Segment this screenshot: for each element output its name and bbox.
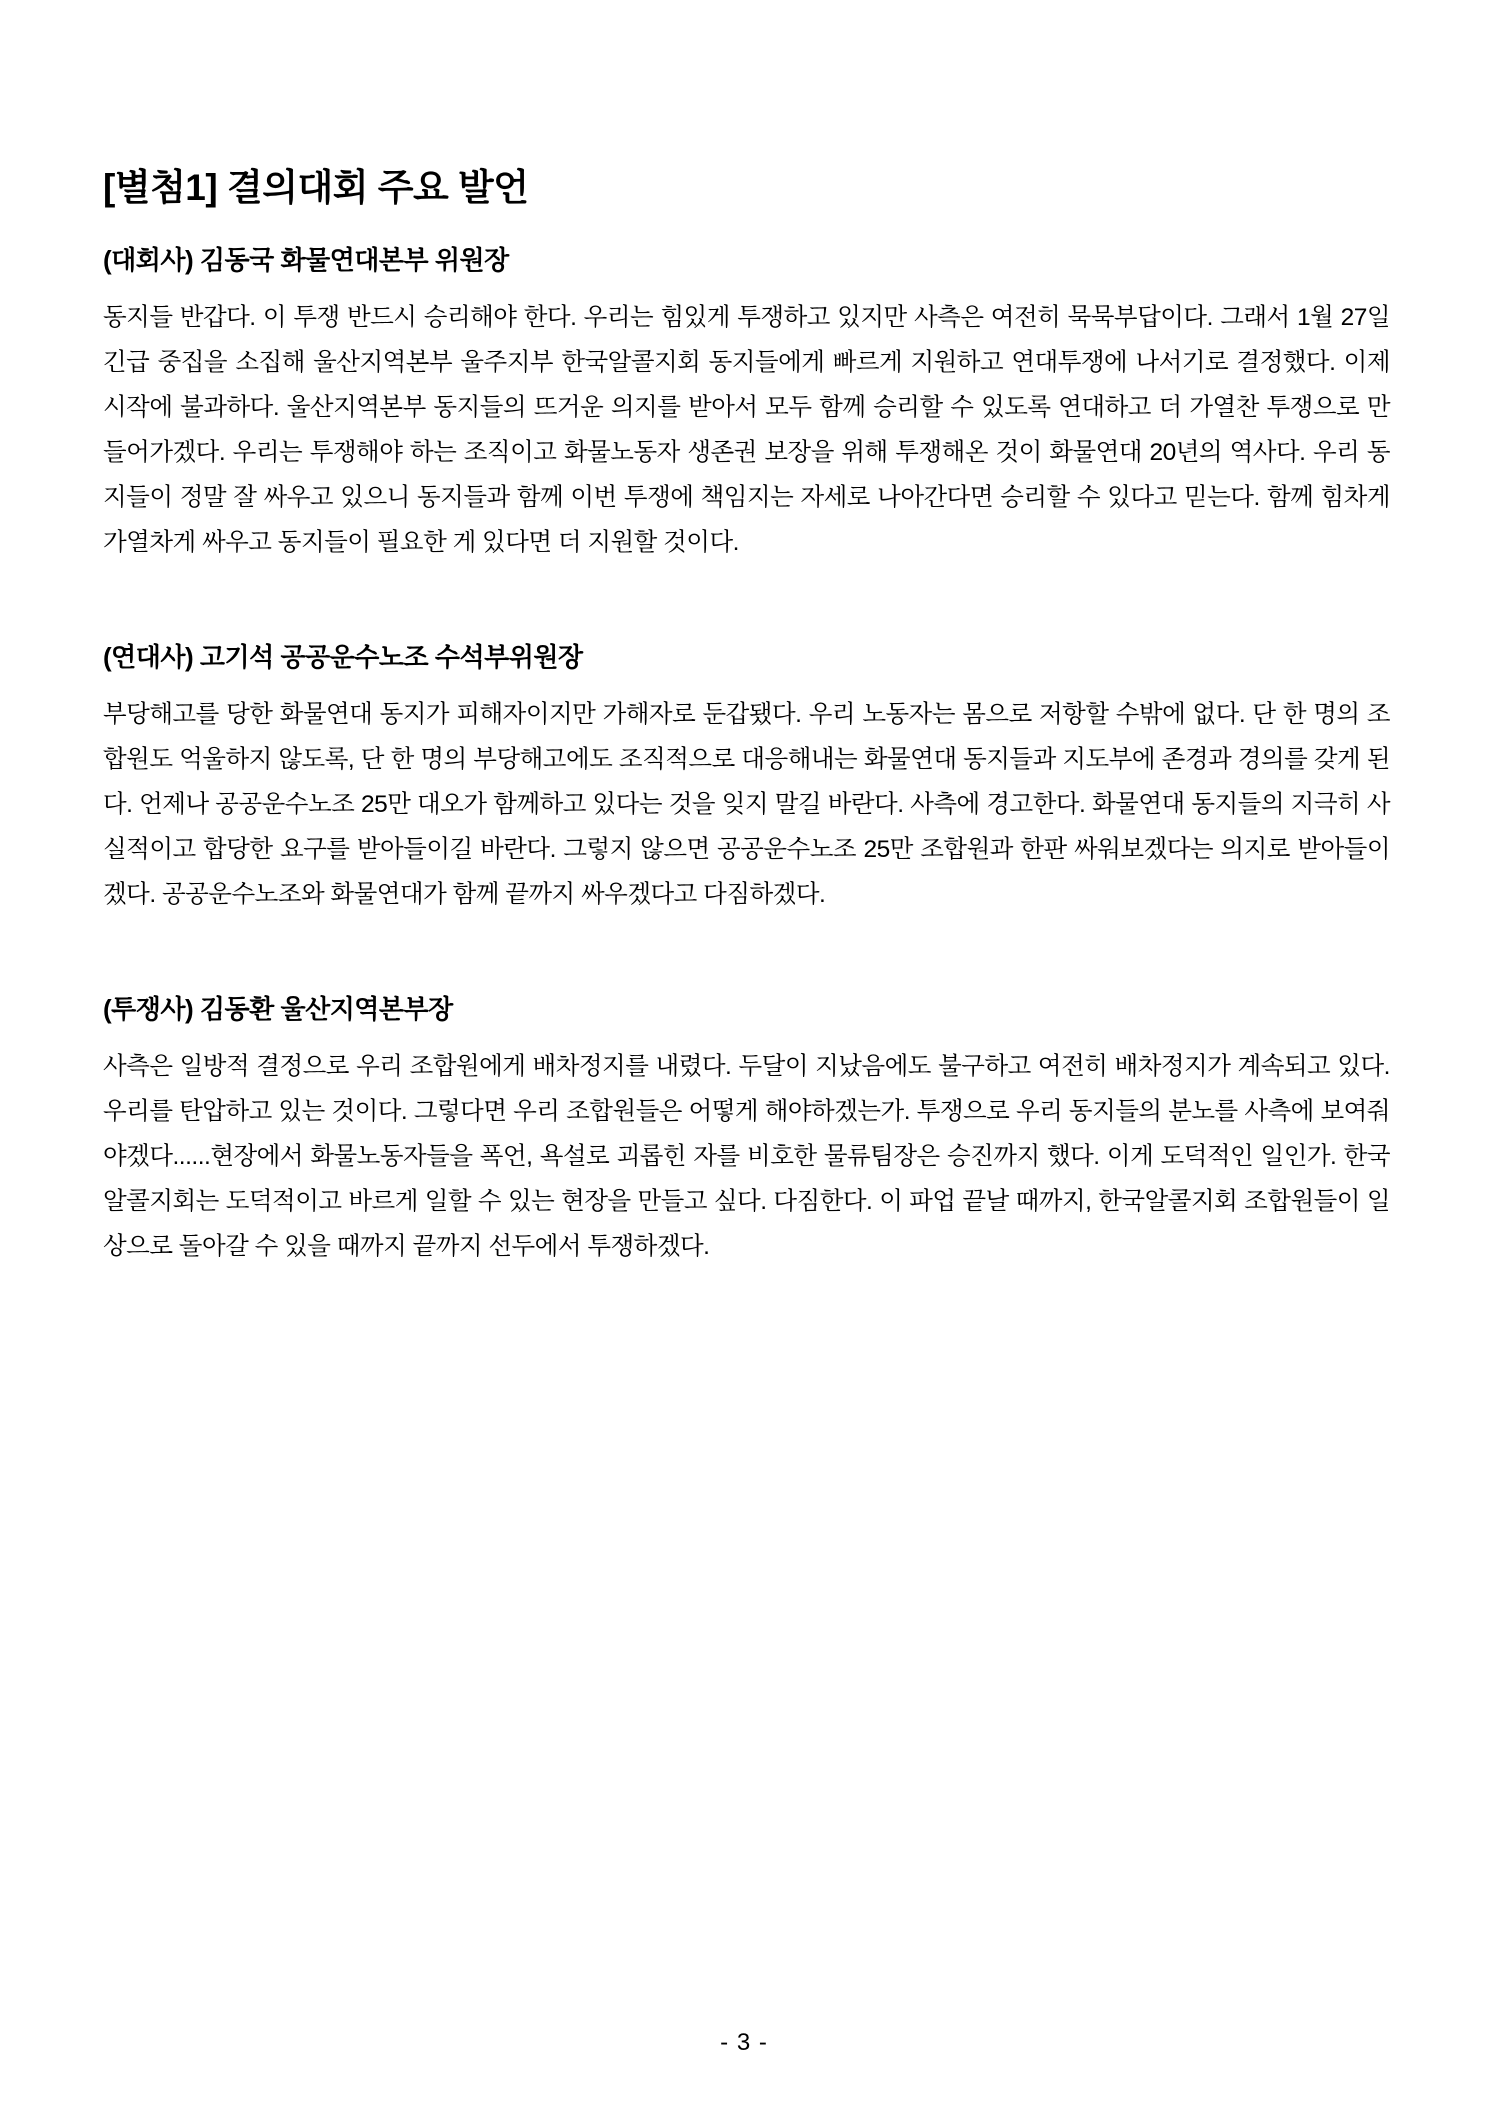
section-heading: (연대사) 고기석 공공운수노조 수석부위원장 [103, 642, 583, 672]
section-opening-speech [103, 244, 1390, 565]
section-struggle-speech [103, 993, 1390, 1269]
section-body: 부당해고를 당한 화물연대 동지가 피해자이지만 가해자로 둔갑됐다. 우리 노동자는 몸으로 저항할 수밖에 없다. 단 한 명의 조합원도 억울하지 않도록, 단 한 명의 부당해고에도 조직적으로 대응해내는 화물연대 동지들과 지도부에 존경과 경의를 갖게 된다. 언제나 공공운수노조 25만 대오가 함께하고 있다는 것을 잊지 말길 바란다. 사측에 경고한다. 화물연대 동지들의 지극히 사실적이고 합당한 요구를 받아들이길 바란다. 그렇지 않으면 공공운수노조 25만 조합원과 한판 싸워보겠다는 의지로 받아들이겠다. 공공운수노조와 화물연대가 함께 끝까지 싸우겠다고 다짐하겠다. [103, 701, 1390, 908]
section-heading: (대회사) 김동국 화물연대본부 위원장 [103, 245, 509, 275]
section-body: 사측은 일방적 결정으로 우리 조합원에게 배차정지를 내렸다. 두달이 지났음에도 불구하고 여전히 배차정지가 계속되고 있다. 우리를 탄압하고 있는 것이다. 그렇다면 우리 조합원들은 어떻게 해야하겠는가. 투쟁으로 우리 동지들의 분노를 사측에 보여줘야겠다......현장에서 화물노동자들을 폭언, 욕설로 괴롭힌 자를 비호한 물류팀장은 승진까지 했다. 이게 도덕적인 일인가. 한국알콜지회는 도덕적이고 바르게 일할 수 있는 현장을 만들고 싶다. 다짐한다. 이 파업 끝날 때까지, 한국알콜지회 조합원들이 일상으로 돌아갈 수 있을 때까지 끝까지 선두에서 투쟁하겠다. [103, 1053, 1390, 1260]
page-number: - 3 - [720, 2029, 768, 2056]
section-body: 동지들 반갑다. 이 투쟁 반드시 승리해야 한다. 우리는 힘있게 투쟁하고 있지만 사측은 여전히 묵묵부답이다. 그래서 1월 27일 긴급 중집을 소집해 울산지역본부 울주지부 한국알콜지회 동지들에게 빠르게 지원하고 연대투쟁에 나서기로 결정했다. 이제 시작에 불과하다. 울산지역본부 동지들의 뜨거운 의지를 받아서 모두 함께 승리할 수 있도록 연대하고 더 가열찬 투쟁으로 만들어가겠다. 우리는 투쟁해야 하는 조직이고 화물노동자 생존권 보장을 위해 투쟁해온 것이 화물연대 20년의 역사다. 우리 동지들이 정말 잘 싸우고 있으니 동지들과 함께 이번 투쟁에 책임지는 자세로 나아간다면 승리할 수 있다고 믿는다. 함께 힘차게 가열차게 싸우고 동지들이 필요한 게 있다면 더 지원할 것이다. [103, 304, 1390, 556]
section-solidarity-speech [103, 641, 1390, 917]
section-heading: (투쟁사) 김동환 울산지역본부장 [103, 994, 453, 1024]
page-title: [별첨1] 결의대회 주요 발언 [103, 167, 529, 208]
